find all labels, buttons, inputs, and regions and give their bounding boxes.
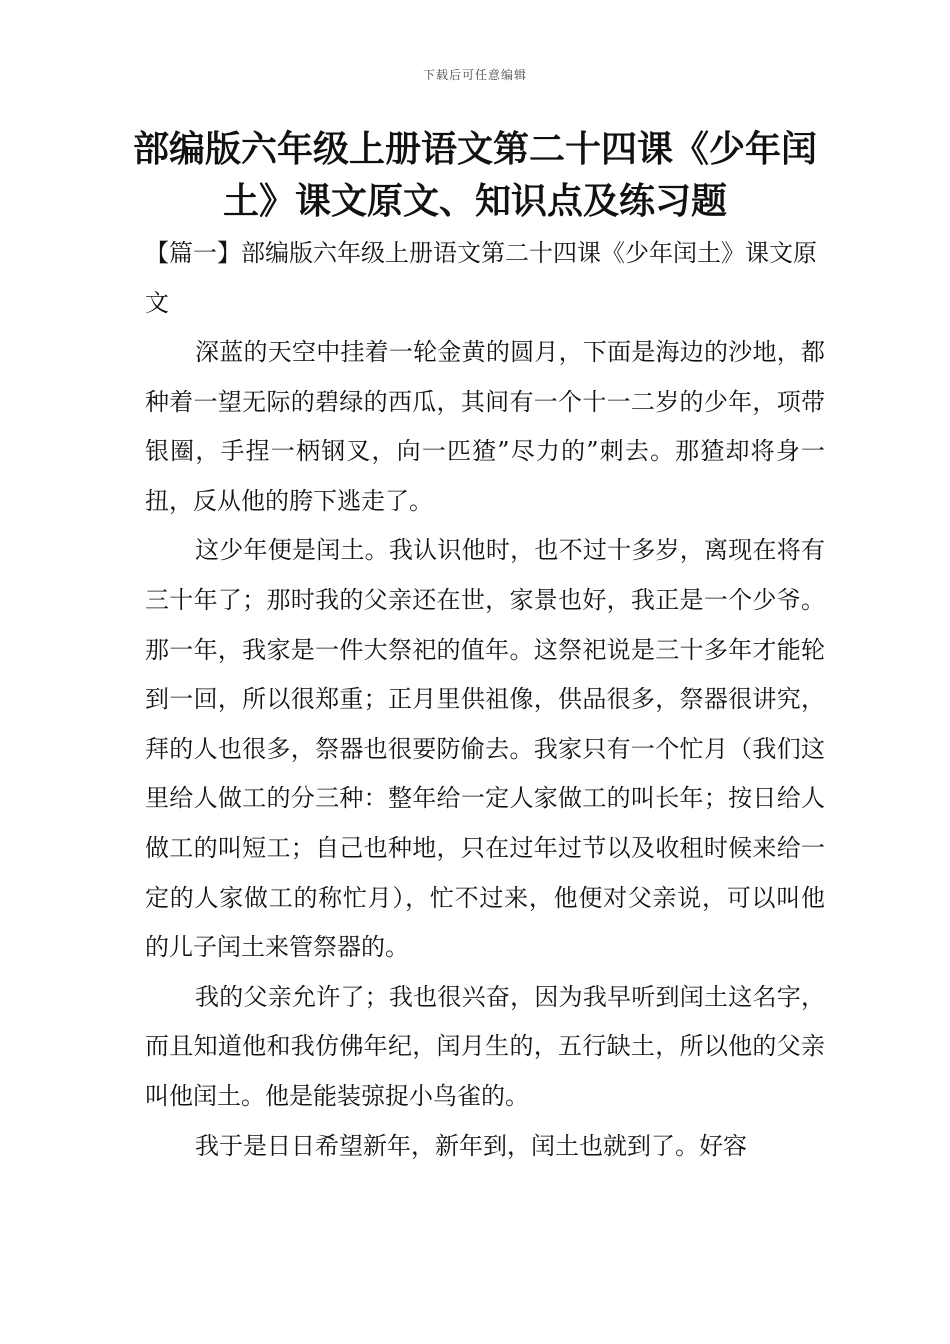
section-heading: 【篇一】部编版六年级上册语文第二十四课《少年闰土》课文原文: [145, 239, 817, 317]
body-text: [145, 328, 825, 1171]
paragraph-4: 我于是日日希望新年，新年到，闰土也就到了。好容: [195, 1131, 747, 1160]
paragraph-3: 我的父亲允许了；我也很兴奋，因为我早听到闰土这名字，而且知道他和我仿佛年纪，闰月生的，五行缺土，所以他的父亲叫他闰土。他是能装弶捉小鸟雀的。: [145, 982, 825, 1110]
paragraph-1: 深蓝的天空中挂着一轮金黄的圆月，下面是海边的沙地，都种着一望无际的碧绿的西瓜，其间有一个十一二岁的少年，项带银圈，手捏一柄钢叉，向一匹猹”尽力的”刺去。那猹却将身一扭，反从他的胯下逃走了。: [145, 338, 825, 515]
header-note: 下载后可任意编辑: [422, 68, 527, 82]
document-title: 部编版六年级上册语文第二十四课《少年闰土》课文原文、知识点及练习题: [132, 129, 817, 222]
paragraph-2: 这少年便是闰土。我认识他时，也不过十多岁，离现在将有三十年了；那时我的父亲还在世，家景也好，我正是一个少爷。那一年，我家是一件大祭祀的值年。这祭祀说是三十多年才能轮到一回，所以很郑重；正月里供祖像，供品很多，祭器很讲究，拜的人也很多，祭器也很要防偷去。我家只有一个忙月（我们这里给人做工的分三种：整年给一定人家做工的叫长年；按日给人做工的叫短工；自己也种地，只在过年过节以及收租时候来给一定的人家做工的称忙月），忙不过来，他便对父亲说，可以叫他的儿子闰土来管祭器的。: [145, 536, 825, 962]
